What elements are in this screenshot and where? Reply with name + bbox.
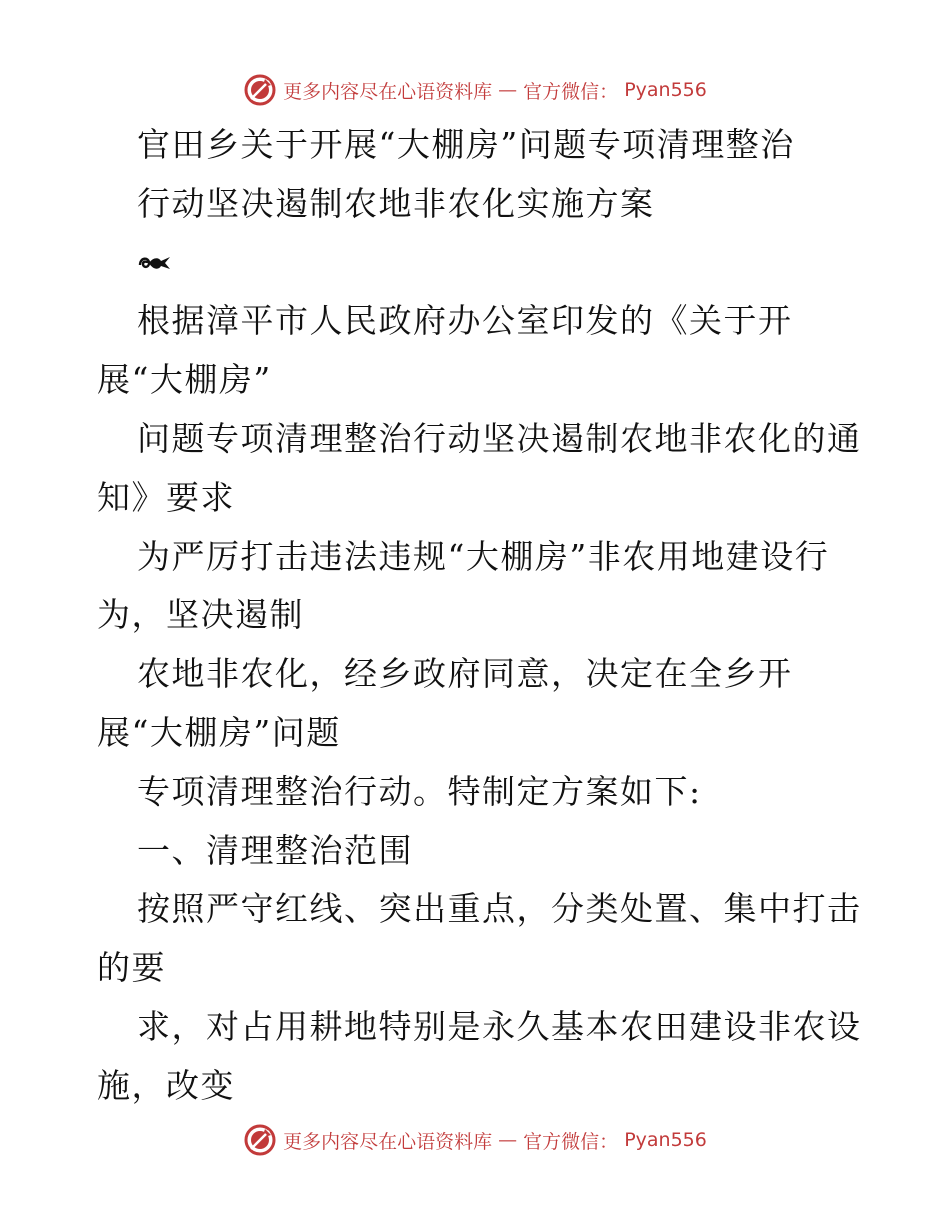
- pen-logo-icon: [243, 73, 277, 107]
- ornament-row: [97, 234, 857, 293]
- body-line: 按照严守红线、突出重点，分类处置、集中打击: [137, 889, 862, 929]
- document-title-line: 行动坚决遏制农地非农化实施方案: [137, 183, 655, 223]
- body-line: 的要: [97, 948, 166, 988]
- body-line: 展“大棚房”问题: [97, 712, 341, 752]
- watermark-wechat-label: 官方微信：: [523, 1130, 619, 1153]
- body-line: 求，对占用耕地特别是永久基本农田建设非农设: [137, 1006, 862, 1046]
- document-title-line: 官田乡关于开展“大棚房”问题专项清理整治: [137, 125, 795, 164]
- body-line: 专项清理整治行动。特制定方案如下:: [137, 771, 702, 811]
- document-body: [97, 116, 862, 1116]
- body-line: 问题专项清理整治行动坚决遏制农地非农化的通: [137, 418, 862, 458]
- fleuron-icon: [137, 251, 173, 275]
- header-watermark: [0, 70, 950, 110]
- pen-logo-icon: [243, 1123, 277, 1157]
- watermark-site-text: 更多内容尽在心语资料库: [283, 80, 493, 103]
- body-text: [97, 292, 862, 1115]
- watermark-separator: —: [498, 1129, 518, 1151]
- body-line: 施，改变: [97, 1065, 235, 1105]
- section-heading: 一、清理整治范围: [137, 830, 413, 870]
- watermark-wechat-id: Pyan556: [624, 79, 707, 101]
- body-line: 农地非农化，经乡政府同意，决定在全乡开: [137, 654, 793, 694]
- body-line: 知》要求: [97, 477, 235, 517]
- body-line: 为，坚决遏制: [97, 595, 304, 635]
- body-line: 根据漳平市人民政府办公室印发的《关于开: [137, 301, 793, 341]
- watermark-site-text: 更多内容尽在心语资料库: [283, 1130, 493, 1153]
- watermark-wechat-id: Pyan556: [624, 1129, 707, 1151]
- body-line: 展“大棚房”: [97, 360, 272, 400]
- watermark-wechat-label: 官方微信：: [523, 80, 619, 103]
- watermark-separator: —: [498, 79, 518, 101]
- body-line: 为严厉打击违法违规“大棚房”非农用地建设行: [137, 536, 830, 576]
- footer-watermark: [0, 1120, 950, 1160]
